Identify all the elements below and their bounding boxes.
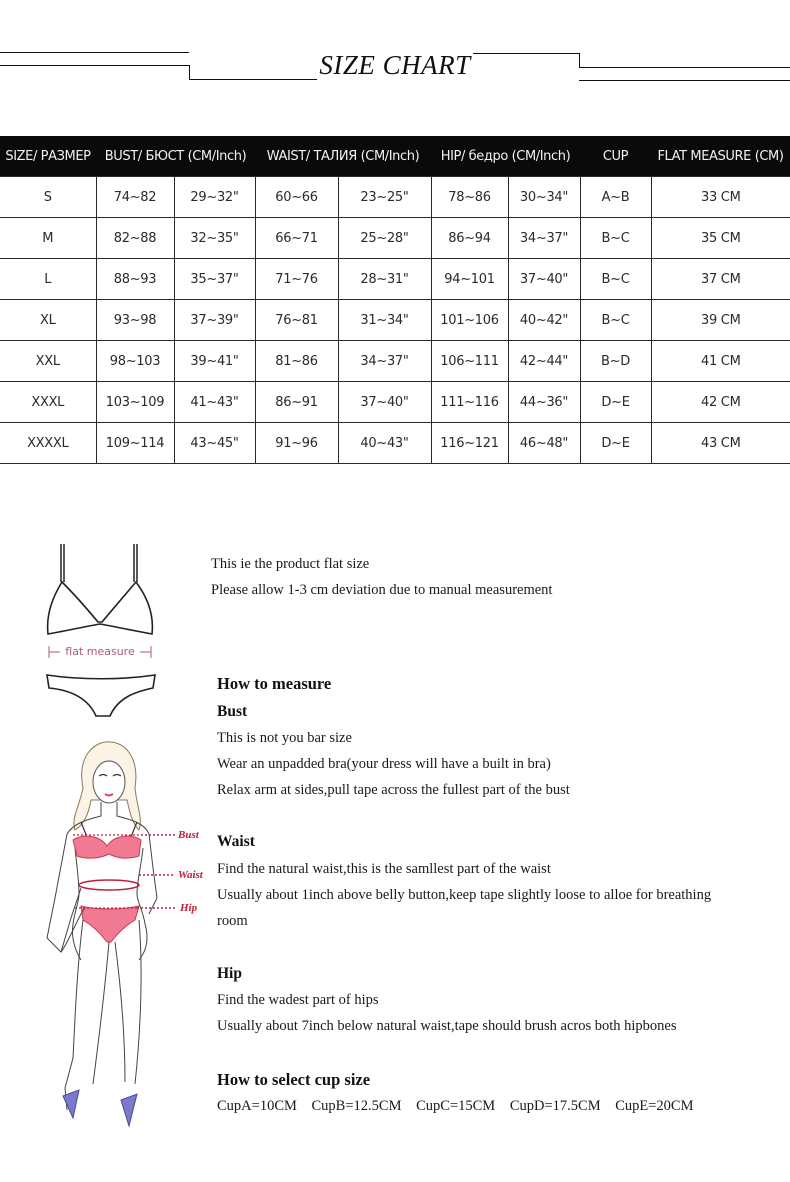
table-cell: 71~76 — [255, 259, 338, 300]
table-cell: 94~101 — [431, 259, 508, 300]
table-row — [0, 341, 790, 382]
table-cell: 60~66 — [255, 177, 338, 218]
table-row — [0, 218, 790, 259]
size-chart-header — [0, 0, 790, 100]
table-cell: 35~37" — [174, 259, 255, 300]
table-cell: 39~41" — [174, 341, 255, 382]
table-cell: S — [0, 177, 96, 218]
table-cell: 66~71 — [255, 218, 338, 259]
table-cell: XL — [0, 300, 96, 341]
table-cell: 81~86 — [255, 341, 338, 382]
table-cell: 23~25" — [338, 177, 431, 218]
cup-size-item: CupD=17.5CM — [509, 1098, 601, 1114]
table-cell: 42~44" — [508, 341, 580, 382]
column-header-bust: BUST/ БЮСТ (CM/Inch) — [96, 136, 255, 177]
cup-size-item: CupE=20CM — [615, 1098, 694, 1114]
bust-heading: Bust — [217, 703, 248, 720]
table-cell: 98~103 — [96, 341, 174, 382]
table-cell: 93~98 — [96, 300, 174, 341]
waist-line-2: Usually about 1inch above belly button,keep tape slightly loose to alloe for breathing — [217, 887, 712, 903]
table-cell: D~E — [580, 423, 651, 464]
size-table — [0, 136, 790, 464]
table-cell: 103~109 — [96, 382, 174, 423]
table-cell: 39 CM — [651, 300, 790, 341]
table-cell: 41 CM — [651, 341, 790, 382]
table-cell: 86~91 — [255, 382, 338, 423]
figure-label-bust: Bust — [178, 829, 199, 841]
bust-line-3: Relax arm at sides,pull tape across the fullest part of the bust — [217, 782, 570, 798]
table-cell: XXL — [0, 341, 96, 382]
table-cell: 34~37" — [508, 218, 580, 259]
table-cell: XXXXL — [0, 423, 96, 464]
page-title — [0, 50, 790, 81]
table-row — [0, 259, 790, 300]
table-cell: 43~45" — [174, 423, 255, 464]
table-cell: 37~39" — [174, 300, 255, 341]
bust-line-2: Wear an unpadded bra(your dress will have a built in bra) — [217, 756, 551, 772]
table-cell: B~C — [580, 259, 651, 300]
table-cell: 86~94 — [431, 218, 508, 259]
table-body — [0, 177, 790, 464]
waist-line-3: room — [217, 913, 248, 929]
table-cell: B~C — [580, 300, 651, 341]
cup-size-title: How to select cup size — [217, 1070, 371, 1089]
table-cell: 82~88 — [96, 218, 174, 259]
column-header-waist: WAIST/ ТАЛИЯ (CM/Inch) — [255, 136, 431, 177]
how-to-measure-title: How to measure — [217, 674, 332, 693]
figure-label-waist: Waist — [178, 869, 203, 881]
cup-size-item: CupC=15CM — [416, 1098, 496, 1114]
table-row — [0, 423, 790, 464]
cup-size-list — [217, 1098, 705, 1115]
table-cell: 28~31" — [338, 259, 431, 300]
table-cell: 91~96 — [255, 423, 338, 464]
table-cell: 25~28" — [338, 218, 431, 259]
flat-note-line-1: This ie the product flat size — [211, 556, 370, 572]
table-cell: 101~106 — [431, 300, 508, 341]
table-cell: D~E — [580, 382, 651, 423]
table-cell: 43 CM — [651, 423, 790, 464]
table-cell: 74~82 — [96, 177, 174, 218]
hip-line-2: Usually about 7inch below natural waist,tape should brush acros both hipbones — [217, 1018, 677, 1034]
table-cell: 29~32" — [174, 177, 255, 218]
table-cell: 32~35" — [174, 218, 255, 259]
column-header-flat-measure: FLAT MEASURE (CM) — [651, 136, 790, 177]
bikini-flat-diagram-icon — [30, 538, 170, 723]
table-cell: 30~34" — [508, 177, 580, 218]
table-cell: B~D — [580, 341, 651, 382]
table-header-row — [0, 136, 790, 177]
table-cell: 37~40" — [338, 382, 431, 423]
column-header-cup: CUP — [580, 136, 651, 177]
table-cell: 31~34" — [338, 300, 431, 341]
table-cell: 37 CM — [651, 259, 790, 300]
waist-line-1: Find the natural waist,this is the samllest part of the waist — [217, 861, 551, 877]
table-cell: 40~43" — [338, 423, 431, 464]
bust-line-1: This is not you bar size — [217, 730, 352, 746]
table-cell: B~C — [580, 218, 651, 259]
table-cell: 37~40" — [508, 259, 580, 300]
table-cell: 34~37" — [338, 341, 431, 382]
table-cell: XXXL — [0, 382, 96, 423]
table-cell: 46~48" — [508, 423, 580, 464]
table-cell: 88~93 — [96, 259, 174, 300]
table-cell: 116~121 — [431, 423, 508, 464]
table-cell: 41~43" — [174, 382, 255, 423]
cup-size-item: CupA=10CM — [217, 1098, 297, 1114]
hip-line-1: Find the wadest part of hips — [217, 992, 379, 1008]
table-row — [0, 382, 790, 423]
table-cell: M — [0, 218, 96, 259]
table-cell: 35 CM — [651, 218, 790, 259]
table-cell: 76~81 — [255, 300, 338, 341]
flat-note-line-2: Please allow 1-3 cm deviation due to manual measurement — [211, 582, 553, 598]
column-header-size: SIZE/ РАЗМЕР — [0, 136, 96, 177]
table-row — [0, 177, 790, 218]
figure-label-hip: Hip — [180, 902, 198, 914]
table-cell: 33 CM — [651, 177, 790, 218]
body-measurement-figure-icon — [25, 738, 215, 1130]
table-cell: 78~86 — [431, 177, 508, 218]
column-header-hip: HIP/ бедро (CM/Inch) — [431, 136, 580, 177]
table-cell: L — [0, 259, 96, 300]
page-title-text: SIZE CHART — [319, 50, 471, 80]
table-row — [0, 300, 790, 341]
flat-measure-label: flat measure — [65, 645, 135, 658]
table-cell: A~B — [580, 177, 651, 218]
table-cell: 111~116 — [431, 382, 508, 423]
table-cell: 40~42" — [508, 300, 580, 341]
hip-heading: Hip — [217, 965, 242, 982]
table-cell: 106~111 — [431, 341, 508, 382]
table-cell: 42 CM — [651, 382, 790, 423]
table-cell: 44~36" — [508, 382, 580, 423]
waist-heading: Waist — [217, 833, 255, 850]
cup-size-item: CupB=12.5CM — [311, 1098, 402, 1114]
table-cell: 109~114 — [96, 423, 174, 464]
